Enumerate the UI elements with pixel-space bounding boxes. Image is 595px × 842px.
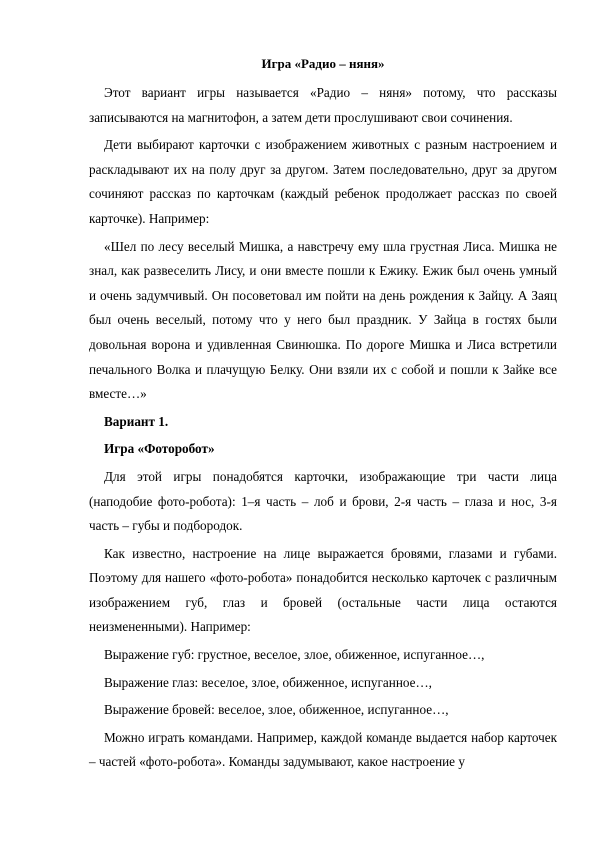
paragraph-story-example: «Шел по лесу веселый Мишка, а навстречу ему шла грустная Лиса. Мишка не знал, как развеселить Лису, и они вместе пошли к Ежику. Ежик был очень умный и очень задумчивый. Он посоветовал им пойти на день рождения к Зайцу. А Заяц был очень веселый, потому что у него был праздник. У Зайца в гостях были довольная ворона и удивленная Свинюшка. По дороге Мишка и Лиса встретили печального Волка и плачущую Белку. Они взяли их с собой и пошли к Зайке все вместе…» <box>89 238 557 402</box>
heading-variant: Вариант 1. <box>104 413 169 429</box>
expression-brows: Выражение бровей: веселое, злое, обиженное, испуганное…, <box>104 702 449 718</box>
paragraph-teams: Можно играть командами. Например, каждой команде выдается набор карточек – частей «фото-робота». Команды задумывают, какое настроение у <box>89 729 557 770</box>
heading-radio-nanny-game: Игра «Радио – няня» <box>261 56 385 71</box>
expression-eyes: Выражение глаз: веселое, злое, обиженное, испуганное…, <box>104 674 432 690</box>
paragraph-rules: Дети выбирают карточки с изображением животных с разным настроением и раскладывают их на полу друг за другом. Затем последовательно, друг за другом сочиняют рассказ по карточкам (каждый ребенок продолжает рассказ по своей карточке). Например: <box>89 137 557 226</box>
expression-lips: Выражение губ: грустное, веселое, злое, обиженное, испуганное…, <box>104 647 485 663</box>
heading-photorobot-game: Игра «Фоторобот» <box>104 441 215 457</box>
document-body <box>89 55 557 778</box>
paragraph-intro: Этот вариант игры называется «Радио – няня» потому, что рассказы записываются на магнитофон, а затем дети прослушивают свои сочинения. <box>89 85 557 125</box>
paragraph-photorobot-cards: Для этой игры понадобятся карточки, изображающие три части лица (наподобие фото-робота): 1–я часть – лоб и брови, 2-я часть – глаза и нос, 3-я часть – губы и подбородок. <box>89 468 557 534</box>
paragraph-photorobot-mood: Как известно, настроение на лице выражается бровями, глазами и губами. Поэтому для нашего «фото-робота» понадобится несколько карточек с различным изображением губ, глаз и бровей (остальные части лица остаются неизмененными). Например: <box>89 545 557 635</box>
